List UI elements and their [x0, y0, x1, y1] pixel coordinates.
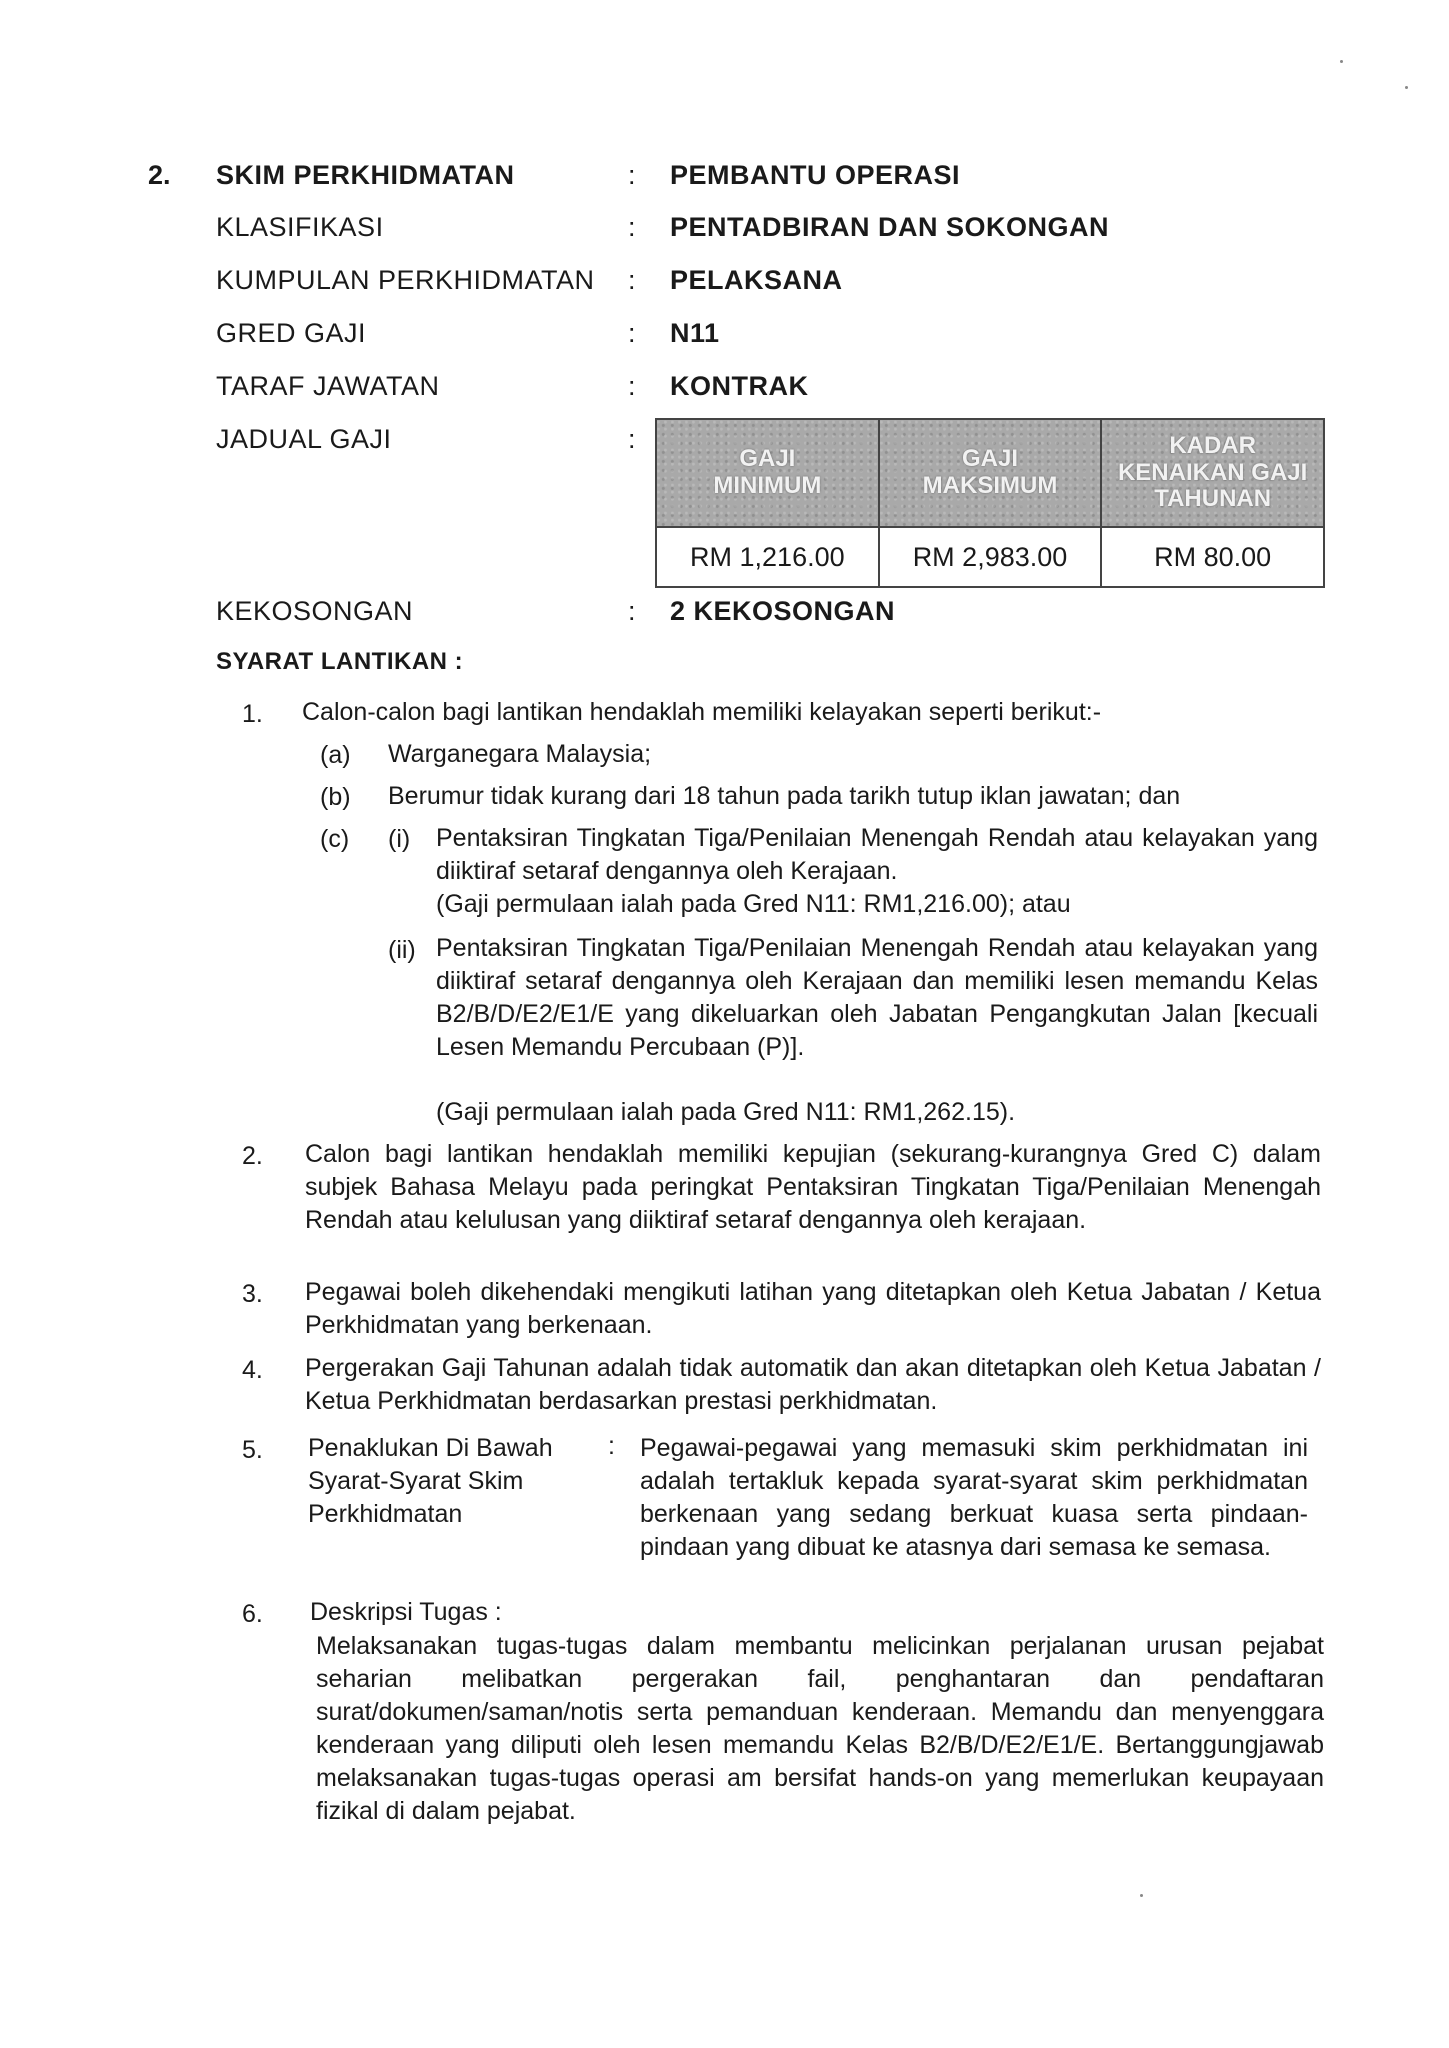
item-1-text: Calon-calon bagi lantikan hendaklah memiliki kelayakan seperti berikut:-: [302, 698, 1102, 726]
sub-item-label: (b): [320, 783, 351, 811]
item-number: 6.: [242, 1600, 263, 1628]
item-number: 2.: [242, 1142, 263, 1170]
sub-item-label: (ii): [388, 936, 416, 964]
salary-table-value-row: [656, 527, 1324, 587]
sub-item-label: (i): [388, 825, 411, 853]
field-value-kumpulan: PELAKSANA: [670, 265, 843, 295]
header-gaji-minimum: GAJI MINIMUM: [656, 419, 879, 527]
field-colon: :: [628, 265, 636, 295]
item-2-text: Calon bagi lantikan hendaklah memiliki kepujian (sekurang-kurangnya Gred C) dalam subjek Bahasa Melayu pada peringkat Pentaksiran Tingkatan Tiga/Penilaian Menengah Rendah atau kelulusan yang diiktiraf setaraf dengannya oleh kerajaan.: [305, 1140, 1321, 1234]
item-5-text: Pegawai-pegawai yang memasuki skim perkhidmatan ini adalah tertakluk kepada syarat-syarat skim perkhidmatan berkenaan yang sedang berkuat kuasa serta pindaan-pindaan yang dibuat ke atasnya dari semasa ke semasa.: [640, 1434, 1308, 1561]
field-label-taraf: TARAF JAWATAN: [216, 371, 440, 401]
salary-table: [655, 418, 1325, 588]
field-value-klasifikasi: PENTADBIRAN DAN SOKONGAN: [670, 212, 1110, 242]
field-value-taraf: KONTRAK: [670, 371, 809, 401]
field-label-kumpulan: KUMPULAN PERKHIDMATAN: [216, 265, 595, 295]
item-3-text: Pegawai boleh dikehendaki mengikuti latihan yang ditetapkan oleh Ketua Jabatan / Ketua Perkhidmatan yang berkenaan.: [305, 1278, 1321, 1339]
field-colon: :: [628, 424, 636, 454]
field-label-klasifikasi: KLASIFIKASI: [216, 212, 384, 242]
value-gaji-minimum: RM 1,216.00: [656, 527, 879, 587]
item-6-label: Deskripsi Tugas :: [310, 1598, 502, 1626]
field-colon: :: [628, 160, 636, 190]
item-number: 3.: [242, 1280, 263, 1308]
field-colon: :: [628, 318, 636, 348]
field-label-jadual: JADUAL GAJI: [216, 424, 392, 454]
scan-speck: [1405, 86, 1408, 89]
field-label-skim: SKIM PERKHIDMATAN: [216, 160, 515, 190]
header-gaji-maksimum: GAJI MAKSIMUM: [879, 419, 1102, 527]
sub-item-c-ii-text: Pentaksiran Tingkatan Tiga/Penilaian Menengah Rendah atau kelayakan yang diiktiraf setaraf dengannya oleh Kerajaan dan memiliki lesen memandu Kelas B2/B/D/E2/E1/E yang dikeluarkan oleh Jabatan Pengangkutan Jalan [kecuali Lesen Memandu Percubaan (P)].: [436, 934, 1318, 1061]
sub-item-label: (a): [320, 741, 351, 769]
field-value-gred: N11: [670, 318, 720, 348]
field-label-gred: GRED GAJI: [216, 318, 367, 348]
field-colon: :: [628, 596, 636, 626]
sub-item-b-text: Berumur tidak kurang dari 18 tahun pada tarikh tutup iklan jawatan; dan: [388, 782, 1181, 810]
sub-item-label: (c): [320, 825, 350, 853]
value-kadar-kenaikan: RM 80.00: [1101, 527, 1324, 587]
sub-item-c-ii-note: (Gaji permulaan ialah pada Gred N11: RM1,262.15).: [436, 1098, 1016, 1126]
header-kadar-kenaikan: KADAR KENAIKAN GAJI TAHUNAN: [1101, 419, 1324, 527]
item-5-colon: :: [608, 1432, 615, 1460]
field-colon: :: [628, 212, 636, 242]
section-number: 2.: [148, 160, 171, 190]
item-4-text: Pergerakan Gaji Tahunan adalah tidak automatik dan akan ditetapkan oleh Ketua Jabatan / Ketua Perkhidmatan berdasarkan prestasi perkhidmatan.: [305, 1354, 1321, 1415]
item-number: 4.: [242, 1356, 263, 1384]
sub-item-c-i-note: (Gaji permulaan ialah pada Gred N11: RM1,216.00); atau: [436, 890, 1071, 918]
item-number: 1.: [242, 700, 263, 728]
item-6-text: Melaksanakan tugas-tugas dalam membantu melicinkan perjalanan urusan pejabat seharian melibatkan pergerakan fail, penghantaran dan pendaftaran surat/dokumen/saman/notis serta pemanduan kenderaan. Memandu dan menyenggara kenderaan yang diliputi oleh lesen memandu Kelas B2/B/D/E2/E1/E. Bertanggungjawab melaksanakan tugas-tugas operasi am bersifat hands-on yang memerlukan keupayaan fizikal di dalam pejabat.: [316, 1632, 1324, 1825]
field-value-skim: PEMBANTU OPERASI: [670, 160, 961, 190]
field-colon: :: [628, 371, 636, 401]
syarat-lantikan-heading: SYARAT LANTIKAN :: [216, 648, 464, 675]
sub-item-a-text: Warganegara Malaysia;: [388, 740, 652, 768]
sub-item-c-i-text: Pentaksiran Tingkatan Tiga/Penilaian Menengah Rendah atau kelayakan yang diiktiraf setaraf dengannya oleh Kerajaan.: [436, 824, 1318, 885]
scan-speck: [1140, 1894, 1143, 1897]
item-number: 5.: [242, 1436, 263, 1464]
scan-speck: [1340, 60, 1343, 63]
field-label-kekosongan: KEKOSONGAN: [216, 596, 414, 626]
field-value-kekosongan: 2 KEKOSONGAN: [670, 596, 896, 626]
item-5-label: Penaklukan Di Bawah Syarat-Syarat Skim Perkhidmatan: [308, 1434, 553, 1528]
value-gaji-maksimum: RM 2,983.00: [879, 527, 1102, 587]
salary-table-header-row: [656, 419, 1324, 527]
